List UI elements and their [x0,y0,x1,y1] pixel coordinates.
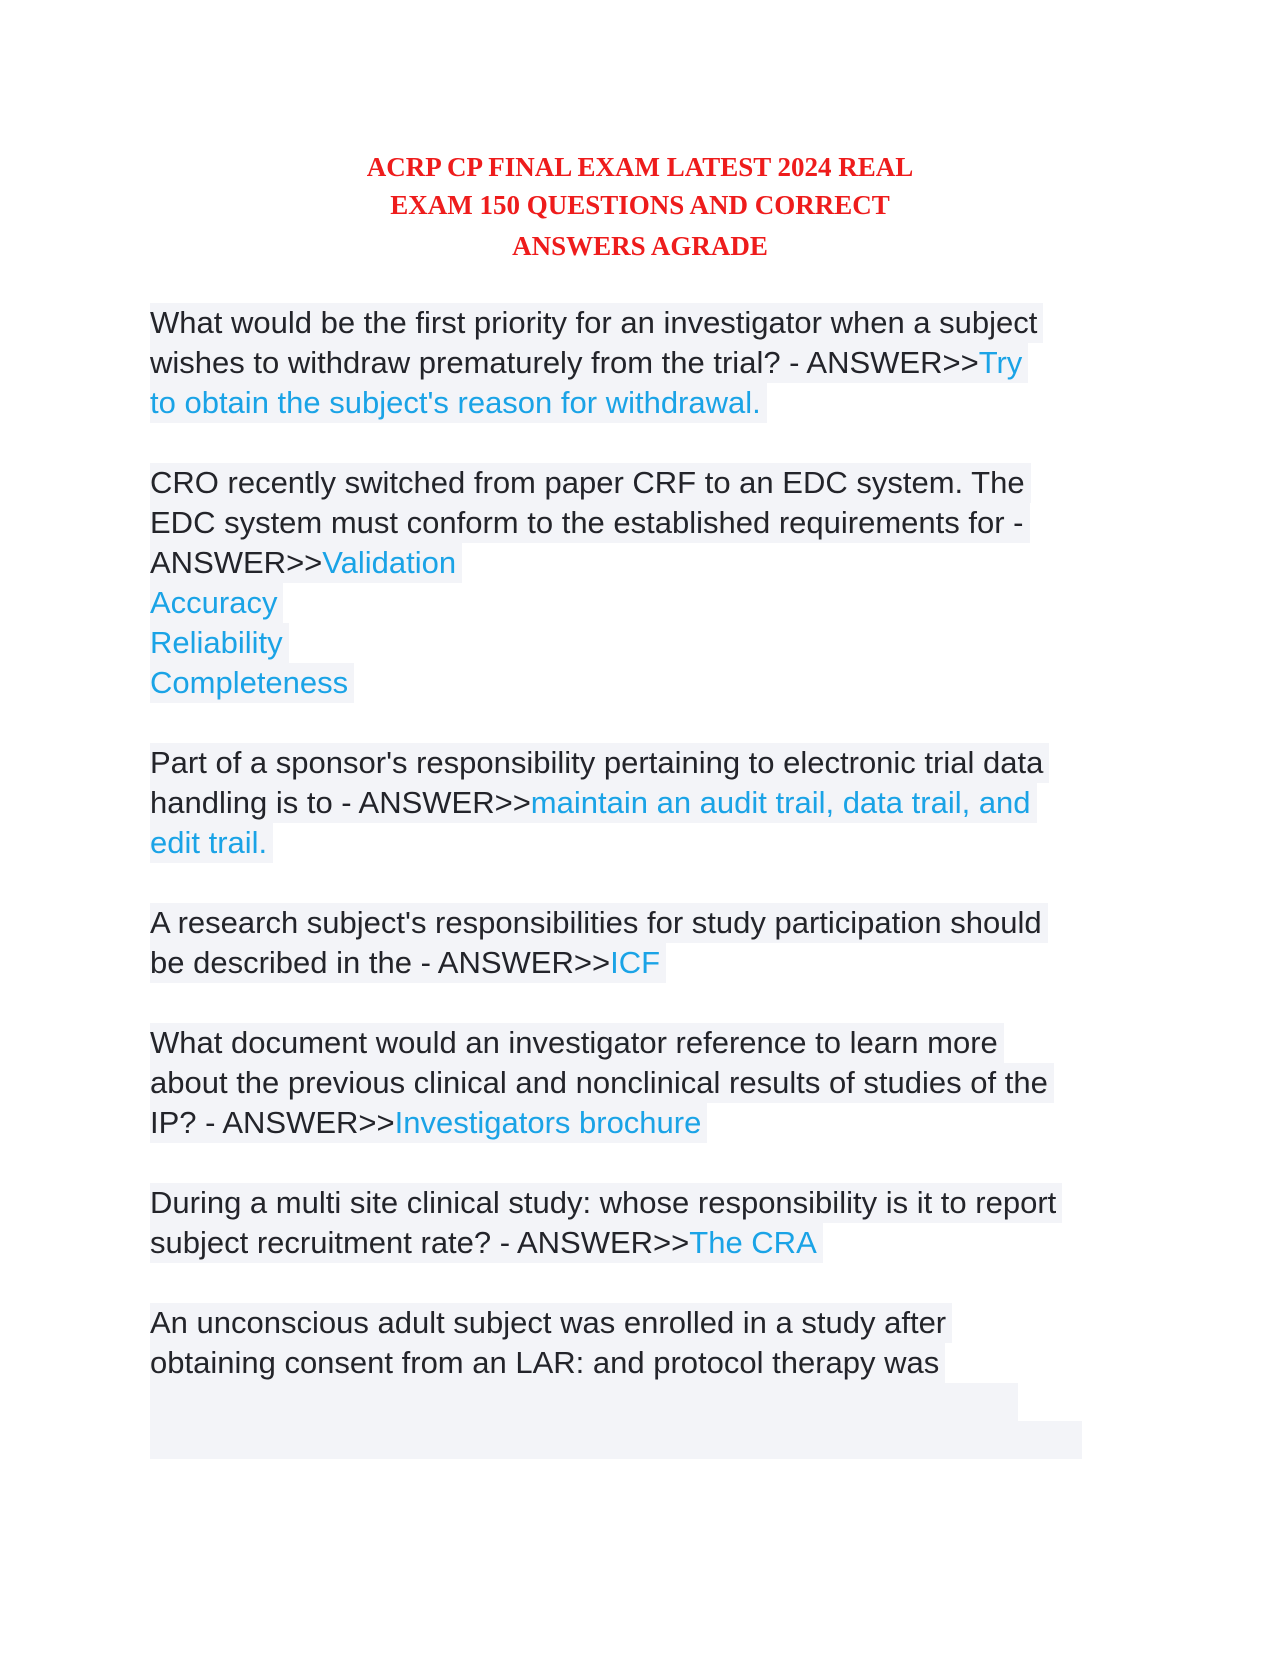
qa-line [150,1303,952,1343]
answer-text: Investigators brochure [394,1105,702,1140]
qa-line [150,303,1043,343]
answer-text: ICF [610,945,661,980]
question-text: ANSWER>> [150,545,323,580]
question-text: Part of a sponsor's responsibility pertaining to electronic trial data [150,745,1044,780]
document-title [0,148,1280,265]
answer-text: Accuracy [150,585,278,620]
qa-item [150,903,1150,983]
highlight-block [150,1383,1018,1421]
qa-line [150,1103,707,1143]
question-text: subject recruitment rate? - ANSWER>> [150,1225,690,1260]
question-text: be described in the - ANSWER>> [150,945,611,980]
question-text: What would be the first priority for an investigator when a subject [150,305,1038,340]
answer-text: to obtain the subject's reason for withdrawal. [150,385,761,420]
qa-line [150,1223,823,1263]
question-text: A research subject's responsibilities for study participation should [150,905,1042,940]
qa-line [150,623,289,663]
question-text: CRO recently switched from paper CRF to an EDC system. The [150,465,1025,500]
qa-line [150,903,1048,943]
qa-line [150,743,1049,783]
qa-content [150,303,1150,1499]
qa-line [150,503,1030,543]
question-text: obtaining consent from an LAR: and protocol therapy was [150,1345,940,1380]
qa-item [150,463,1150,703]
qa-item [150,1183,1150,1263]
answer-text: Validation [322,545,457,580]
qa-line [150,783,1037,823]
question-text: IP? - ANSWER>> [150,1105,395,1140]
title-line-2: EXAM 150 QUESTIONS AND CORRECT [390,190,890,220]
question-text: about the previous clinical and nonclinical results of studies of the [150,1065,1048,1100]
answer-text: Try [978,345,1023,380]
qa-line [150,1023,1004,1063]
answer-text: maintain an audit trail, data trail, and [530,785,1031,820]
question-text: What document would an investigator reference to learn more [150,1025,998,1060]
title-line-3: ANSWERS AGRADE [512,231,768,261]
qa-item [150,303,1150,423]
qa-line [150,583,283,623]
question-text: During a multi site clinical study: whose responsibility is it to report [150,1185,1057,1220]
answer-text: edit trail. [150,825,268,860]
qa-line [150,823,273,863]
qa-line [150,383,767,423]
question-text: EDC system must conform to the established requirements for - [150,505,1024,540]
question-text: An unconscious adult subject was enrolled in a study after [150,1305,947,1340]
qa-line [150,1063,1054,1103]
qa-item [150,1303,1150,1459]
answer-text: Reliability [150,625,283,660]
title-line-1: ACRP CP FINAL EXAM LATEST 2024 REAL [366,152,914,182]
answer-text: The CRA [689,1225,817,1260]
highlight-block [150,1421,1082,1459]
qa-line [150,343,1028,383]
qa-item [150,1023,1150,1143]
qa-line [150,1183,1062,1223]
question-text: wishes to withdraw prematurely from the trial? - ANSWER>> [150,345,979,380]
qa-item [150,743,1150,863]
question-text: handling is to - ANSWER>> [150,785,531,820]
answer-text: Completeness [150,665,349,700]
qa-line [150,1343,945,1383]
qa-line [150,663,354,703]
qa-line [150,543,462,583]
qa-line [150,943,666,983]
qa-line [150,463,1031,503]
